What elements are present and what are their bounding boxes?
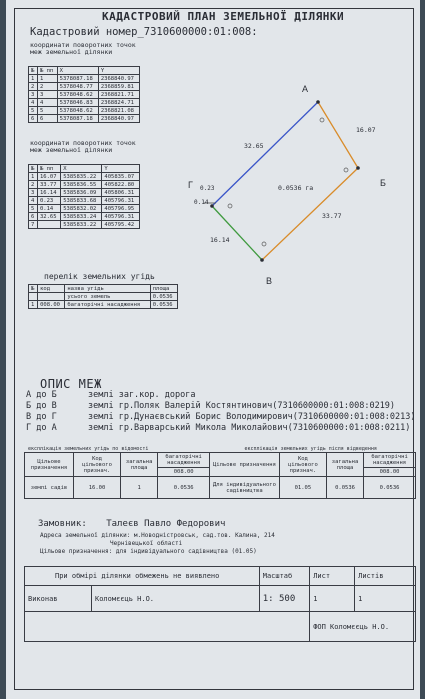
table-cell: 32.65 (37, 213, 60, 221)
table-header-cell: № пп (37, 165, 60, 173)
signature-table: При обмірі ділянки обмежень не виявлено Масштаб Лист Листів Виконав Коломєєць Н.О. 1: 500 1 1 ФОП Коломєєць Н.О. (24, 566, 416, 642)
marker (228, 204, 232, 208)
point-v-label: В (266, 276, 273, 286)
table-cell: усього земель (65, 293, 150, 301)
boundary-v-g (212, 206, 262, 260)
table-cell: 2368824.71 (98, 99, 139, 107)
boundary-descriptions (26, 390, 416, 434)
table-cell: 5385833.68 (61, 197, 102, 205)
table-cell: 2368840.97 (98, 115, 139, 123)
table-row (29, 107, 140, 115)
table-cell: 5385833.22 (61, 221, 102, 229)
table-cell: 3 (37, 91, 57, 99)
vertex-g (210, 204, 214, 208)
table-cell: 0.14 (37, 205, 60, 213)
boundary-neighbor: землі гр.Дунаєвський Борис Володимирович(7310600000:01:008:0213) (88, 412, 416, 422)
table-cell: 6 (29, 115, 38, 123)
table-header-cell: код (38, 285, 65, 293)
boundary-b-v (262, 168, 358, 260)
table-cell: 2 (29, 83, 38, 91)
document-sheet (6, 0, 420, 699)
table-cell: 405796.95 (102, 205, 140, 213)
table-cell: 6 (29, 213, 38, 221)
table-cell: 1 (29, 173, 38, 181)
table-row (29, 91, 140, 99)
boundary-row (26, 401, 416, 412)
table-header-cell: № (29, 67, 38, 75)
opys-title: ОПИС МЕЖ (40, 377, 102, 391)
vertex-b (356, 166, 360, 170)
table-cell: 5378048.62 (57, 91, 98, 99)
table-row (29, 197, 140, 205)
table-cell (37, 221, 60, 229)
explication-table: Цільове призначення Код цільового признач. загальна площа багаторічні насадження Цільове призначення Код цільового признач. загальна площа багаторічні насадження 008.00 008.00 землі садів 16.00 1 0.0536 Для індивідуального садівництва 01.05 0.0536 0.0536 (24, 452, 416, 499)
table-header-cell: Y (98, 67, 139, 75)
land-table-header (29, 285, 178, 293)
table-header-cell: X (61, 165, 102, 173)
table-cell: 5378087.18 (57, 75, 98, 83)
table-cell: 2 (29, 181, 38, 189)
table-cell: 3 (29, 189, 38, 197)
table-row (29, 301, 178, 309)
table-row (29, 293, 178, 301)
table-cell: 5 (29, 205, 38, 213)
table-header-cell: Y (102, 165, 140, 173)
table-header-cell: назва угідь (65, 285, 150, 293)
table-cell: 2368859.81 (98, 83, 139, 91)
table-header-cell: № (29, 165, 38, 173)
cadastral-number: Кадастровий номер_7310600000:01:008: (30, 26, 258, 38)
table-cell: 5385833.24 (61, 213, 102, 221)
table-cell: 405796.31 (102, 213, 140, 221)
length-g1: 0.23 (200, 185, 215, 192)
table-cell: 5 (37, 107, 57, 115)
table-header-cell: № пп (37, 67, 57, 75)
table-cell: 5385832.02 (61, 205, 102, 213)
boundary-neighbor: землі гр.Поляк Валерій Костянтинович(7310600000:01:008:0219) (88, 401, 396, 411)
parcel-area: 0.0536 га (278, 184, 314, 192)
table-cell (29, 293, 38, 301)
table-cell: 0.0536 (150, 301, 177, 309)
boundary-row (26, 390, 416, 401)
table-row (29, 115, 140, 123)
table-cell: 5378048.77 (57, 83, 98, 91)
table-cell: 5385835.22 (61, 173, 102, 181)
table-header-cell: X (57, 67, 98, 75)
table-cell: 1 (29, 301, 38, 309)
vertex-a (316, 100, 320, 104)
table-row (29, 99, 140, 107)
coords-table-1-header (29, 67, 140, 75)
table-cell: 2368821.71 (98, 91, 139, 99)
table-cell (38, 293, 65, 301)
boundary-row (26, 423, 416, 434)
table-cell: 405835.07 (102, 173, 140, 181)
table-cell: 5378046.83 (57, 99, 98, 107)
table-cell: 405806.31 (102, 189, 140, 197)
boundary-from-to: В до Г (26, 412, 57, 422)
coords-title-2: координати поворотних точок меж земельної ділянки (30, 139, 136, 154)
boundary-from-to: Г до А (26, 423, 57, 433)
boundary-a-b (318, 102, 358, 168)
table-cell: 7 (29, 221, 38, 229)
table-cell: 0.23 (37, 197, 60, 205)
coords-table-1 (28, 66, 140, 123)
table-cell: 3 (29, 91, 38, 99)
table-cell: 2 (37, 83, 57, 91)
point-a-label: А (302, 84, 309, 94)
boundary-neighbor: землі гр.Варварський Микола Миколайович(7310600000:01:008:0211) (88, 423, 411, 433)
table-cell: 405795.42 (102, 221, 140, 229)
side-stamp (390, 40, 398, 44)
address-block: Адреса земельної ділянки: м.Новодністровськ, сад.тов. Калина, 214 Чернівецької області Цільове призначення: для індивідуального садівництва (01.05) (40, 532, 275, 555)
table-row (29, 221, 140, 229)
table-cell: 2368821.08 (98, 107, 139, 115)
table-cell: 008.00 (38, 301, 65, 309)
boundary-neighbor: землі заг.кор. дорога (88, 390, 196, 400)
table-cell: 5385836.55 (61, 181, 102, 189)
point-b-label: Б (380, 178, 386, 188)
boundary-from-to: А до Б (26, 390, 57, 400)
table-cell: 4 (29, 99, 38, 107)
coords-title-1: координати поворотних точок меж земельної ділянки (30, 41, 136, 56)
table-cell: 6 (37, 115, 57, 123)
table-cell: 5385836.09 (61, 189, 102, 197)
table-row (29, 83, 140, 91)
land-title: перелік земельних угідь (44, 272, 155, 281)
explication-header: експлікація земельних угідь по відомості експлікація земельних угідь після відведення (28, 446, 377, 452)
table-row (29, 205, 140, 213)
table-cell: 2368840.97 (98, 75, 139, 83)
table-cell: 405822.80 (102, 181, 140, 189)
coords-table-2 (28, 164, 140, 229)
table-row (29, 173, 140, 181)
table-cell: 5378048.62 (57, 107, 98, 115)
table-row (29, 181, 140, 189)
table-cell: багаторічні насадження (65, 301, 150, 309)
boundary-row (26, 412, 416, 423)
coords-table-2-header (29, 165, 140, 173)
table-cell: 5378087.18 (57, 115, 98, 123)
marker (320, 118, 324, 122)
length-top: 32.65 (244, 142, 264, 150)
table-cell: 405796.31 (102, 197, 140, 205)
length-g2: 0.14 (194, 199, 209, 206)
table-cell: 33.77 (37, 181, 60, 189)
table-cell: 4 (29, 197, 38, 205)
marker (344, 168, 348, 172)
table-cell: 1 (29, 75, 38, 83)
parcel-plan (182, 78, 402, 288)
boundary-from-to: Б до В (26, 401, 57, 411)
land-table (28, 284, 178, 309)
length-bottom: 33.77 (322, 212, 342, 220)
document-title: КАДАСТРОВИЙ ПЛАН ЗЕМЕЛЬНОЇ ДІЛЯНКИ (102, 10, 345, 23)
table-cell: 1 (37, 75, 57, 83)
vertex-v (260, 258, 264, 262)
table-cell: 4 (37, 99, 57, 107)
marker (262, 242, 266, 246)
table-cell: 5 (29, 107, 38, 115)
table-row (29, 189, 140, 197)
table-header-cell: № (29, 285, 38, 293)
table-row (29, 75, 140, 83)
table-cell: 0.0536 (150, 293, 177, 301)
table-cell: 16.14 (37, 189, 60, 197)
owner-line: Замовник: Талеєв Павло Федорович (38, 519, 226, 529)
length-left: 16.14 (210, 236, 230, 244)
table-header-cell: площа (150, 285, 177, 293)
point-g-label: Г (188, 180, 193, 190)
table-cell: 16.07 (37, 173, 60, 181)
length-right: 16.07 (356, 126, 376, 134)
table-row (29, 213, 140, 221)
